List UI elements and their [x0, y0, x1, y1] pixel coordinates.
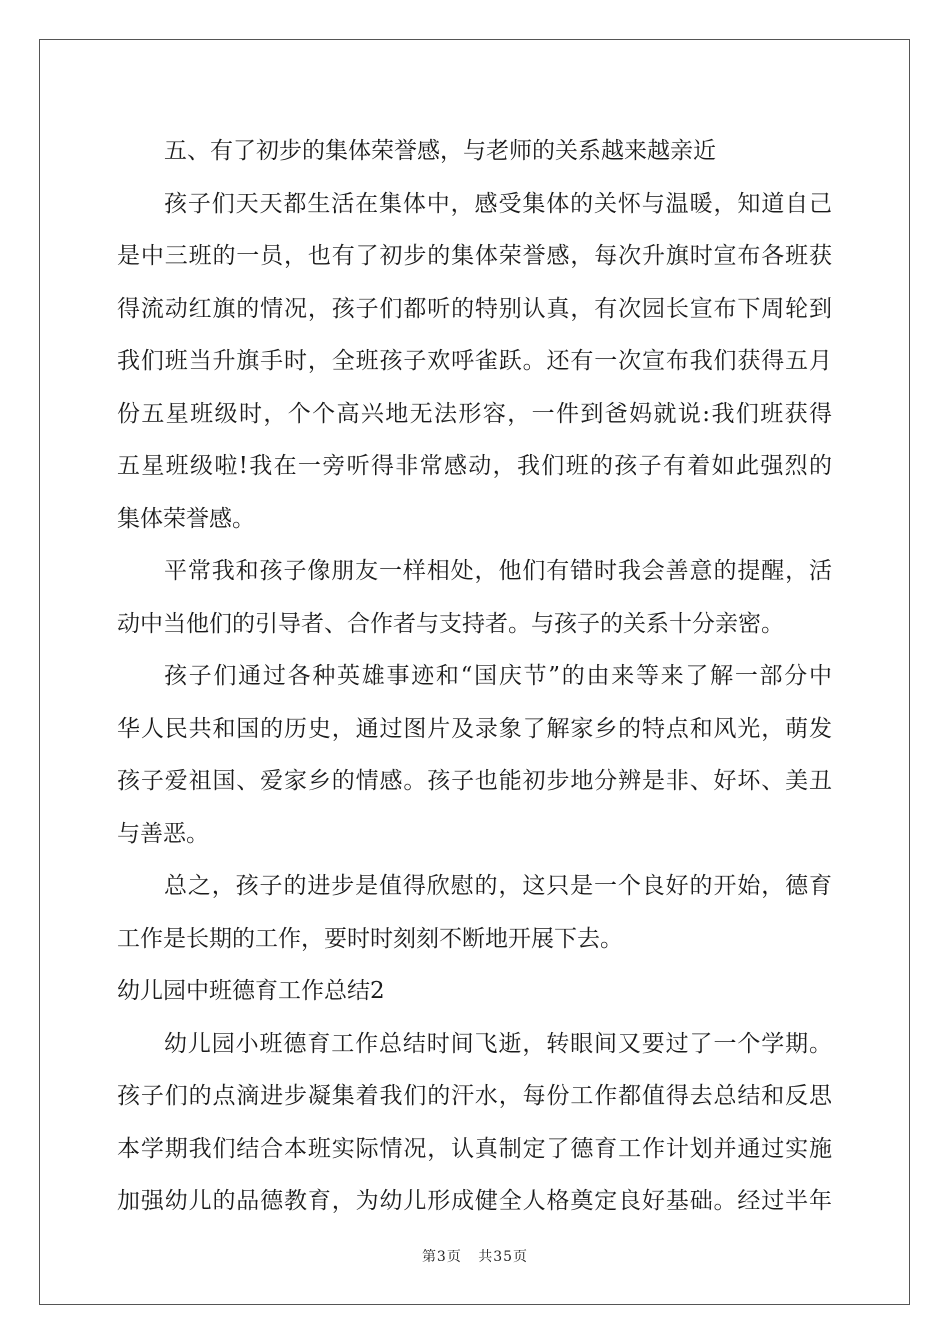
text-line: 孩子们通过各种英雄事迹和“国庆节”的由来等来了解一部分中 — [164, 663, 832, 689]
text-line: 平常我和孩子像朋友一样相处，他们有错时我会善意的提醒，活 — [164, 558, 832, 584]
paragraph-title-2 — [117, 965, 832, 1018]
page-footer — [0, 1246, 950, 1266]
paragraph-para-summary — [117, 860, 832, 965]
text-line: 与善恶。 — [117, 820, 209, 847]
text-line: 我们班当升旗手时，全班孩子欢呼雀跃。还有一次宣布我们获得五月 — [117, 348, 832, 374]
text-line: 五星班级啦!我在一旁听得非常感动，我们班的孩子有着如此强烈的 — [117, 453, 832, 479]
text-line: 动中当他们的引导者、合作者与支持者。与孩子的关系十分亲密。 — [117, 610, 784, 637]
page-number: 第3页 — [421, 1249, 462, 1265]
paragraph-para-history — [117, 650, 832, 860]
text-line: 孩子们天天都生活在集体中，感受集体的关怀与温暖，知道自己 — [164, 190, 832, 217]
paragraph-para-semester — [117, 1018, 832, 1228]
text-line: 孩子们的点滴进步凝集着我们的汗水，每份工作都值得去总结和反思 — [117, 1083, 832, 1109]
text-line: 幼儿园中班德育工作总结2 — [117, 978, 385, 1004]
text-line: 得流动红旗的情况，孩子们都听的特别认真，有次园长宣布下周轮到 — [117, 295, 832, 322]
paragraph-para-friends — [117, 545, 832, 650]
text-line: 孩子爱祖国、爱家乡的情感。孩子也能初步地分辨是非、好坏、美丑 — [117, 768, 832, 794]
paragraph-heading-five — [117, 125, 832, 178]
text-line: 工作是长期的工作，要时时刻刻不断地开展下去。 — [117, 925, 623, 952]
text-line: 本学期我们结合本班实际情况，认真制定了德育工作计划并通过实施 — [117, 1135, 832, 1162]
text-line: 总之，孩子的进步是值得欣慰的，这只是一个良好的开始，德育 — [164, 873, 832, 899]
document-body — [117, 125, 832, 1228]
text-line: 华人民共和国的历史，通过图片及录象了解家乡的特点和风光，萌发 — [117, 715, 832, 742]
total-pages: 共35页 — [478, 1249, 529, 1265]
paragraph-para-collective — [117, 178, 832, 546]
text-line: 是中三班的一员，也有了初步的集体荣誉感，每次升旗时宣布各班获 — [117, 243, 832, 269]
text-line: 五、有了初步的集体荣誉感，与老师的关系越来越亲近 — [164, 138, 716, 164]
text-line: 份五星班级时，个个高兴地无法形容，一件到爸妈就说:我们班获得 — [117, 400, 832, 427]
text-line: 幼儿园小班德育工作总结时间飞逝，转眼间又要过了一个学期。 — [164, 1030, 832, 1057]
text-line: 集体荣誉感。 — [117, 505, 255, 532]
text-line: 加强幼儿的品德教育，为幼儿形成健全人格奠定良好基础。经过半年 — [117, 1188, 832, 1214]
